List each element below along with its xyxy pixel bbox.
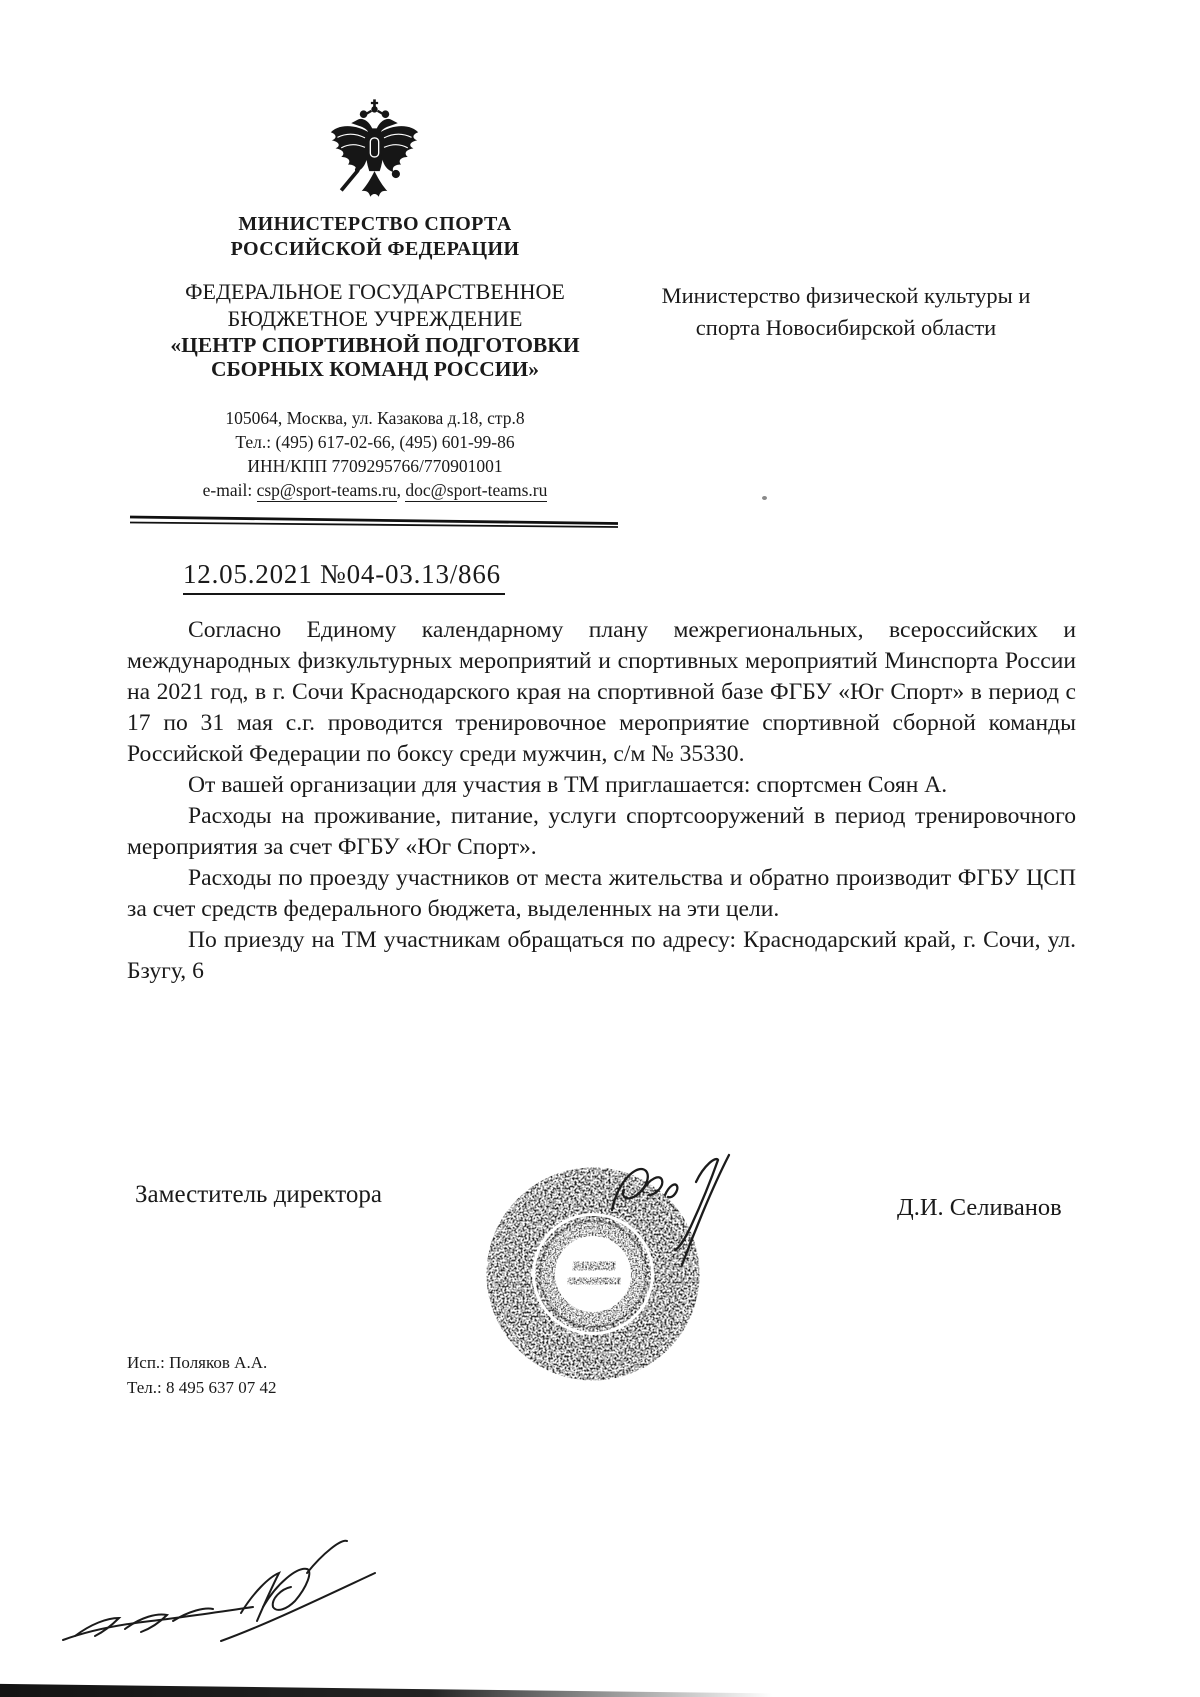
executor-name: Исп.: Поляков А.А. <box>127 1353 268 1372</box>
org-type-line1: ФЕДЕРАЛЬНОЕ ГОСУДАРСТВЕННОЕ <box>185 279 565 304</box>
scan-speck <box>762 496 767 500</box>
ministry-name-line1: МИНИСТЕРСТВО СПОРТА <box>238 213 512 235</box>
body-paragraph: По приезду на ТМ участникам обращаться по адресу: Краснодарский край, г. Сочи, ул. Бзугу, 6 <box>127 927 1076 984</box>
body-paragraph: Расходы по проезду участников от места жительства и обратно производит ФГБУ ЦСП за счет средств федерального бюджета, выделенных на эти цели. <box>127 865 1076 922</box>
body-paragraph: Расходы на проживание, питание, услуги спортсооружений в период тренировочного мероприятия за счет ФГБУ «Юг Спорт». <box>127 803 1076 860</box>
org-contact-block <box>130 406 620 502</box>
email-label: e-mail: <box>202 480 257 500</box>
org-email-line <box>130 478 620 502</box>
email-separator: , <box>396 480 406 500</box>
org-address: 105064, Москва, ул. Казакова д.18, стр.8 <box>225 408 525 428</box>
russian-coat-of-arms-icon <box>327 98 422 212</box>
email-address-2: doc@sport-teams.ru <box>405 480 548 500</box>
org-name-line1: «ЦЕНТР СПОРТИВНОЙ ПОДГОТОВКИ <box>170 333 580 357</box>
organization-type <box>130 278 620 332</box>
signer-title: Заместитель директора <box>135 1181 382 1208</box>
ministry-name <box>130 212 620 262</box>
signer-name: Д.И. Селиванов <box>897 1194 1062 1221</box>
organization-name <box>130 333 620 381</box>
org-phones: Тел.: (495) 617-02-66, (495) 601-99-86 <box>235 432 515 452</box>
body-paragraph: Согласно Единому календарному плану межрегиональных, всероссийских и международных физкультурных мероприятий и спортивных мероприятий Минспорта России на 2021 год, в г. Сочи Краснодарского края на спортивной базе ФГБУ «Юг Спорт» в период с 17 по 31 мая с.г. проводится тренировочное мероприятие спортивной сборной команды Российской Федерации по боксу среди мужчин, с/м № 35330. <box>127 617 1076 767</box>
email-address-1: csp@sport-teams.ru <box>256 480 397 500</box>
ministry-name-line2: РОССИЙСКОЙ ФЕДЕРАЦИИ <box>230 238 520 260</box>
scan-page-edge <box>0 1681 780 1697</box>
recipient-line1: Министерство физической культуры и <box>661 283 1031 308</box>
executor-info <box>127 1350 277 1400</box>
reference-number: 12.05.2021 №04-03.13/866 <box>183 559 505 595</box>
org-name-line2: СБОРНЫХ КОМАНД РОССИИ» <box>211 357 539 381</box>
body-paragraph: От вашей организации для участия в ТМ приглашается: спортсмен Соян А. <box>188 772 948 798</box>
letterhead-divider <box>128 513 620 531</box>
recipient-line2: спорта Новосибирской области <box>695 315 997 340</box>
org-type-line2: БЮДЖЕТНОЕ УЧРЕЖДЕНИЕ <box>227 306 523 331</box>
handwritten-note-icon <box>55 1528 395 1658</box>
letter-body <box>127 615 1076 987</box>
handwritten-signature-icon <box>596 1150 756 1285</box>
executor-phone: Тел.: 8 495 637 07 42 <box>127 1378 277 1397</box>
recipient-block <box>626 280 1066 344</box>
org-inn-kpp: ИНН/КПП 7709295766/770901001 <box>247 456 503 476</box>
